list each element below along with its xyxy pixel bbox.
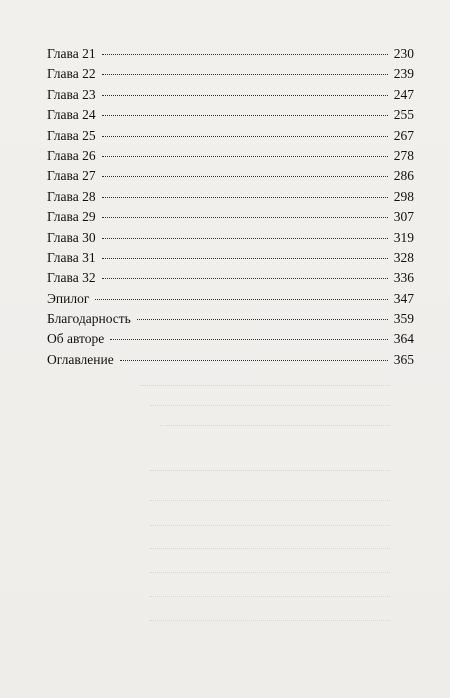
toc-entry-title: Глава 32 (47, 270, 96, 286)
toc-entry-title: Глава 30 (47, 229, 96, 245)
table-of-contents (47, 44, 414, 370)
toc-entry-page: 359 (393, 311, 414, 327)
toc-entry-page: 365 (393, 351, 414, 367)
toc-entry-title: Глава 26 (47, 147, 96, 163)
toc-entry (47, 166, 414, 186)
toc-entry (47, 64, 414, 84)
toc-entry-title: Глава 28 (47, 188, 96, 204)
toc-entry-title: Глава 21 (47, 46, 96, 61)
toc-dot-leader (102, 176, 388, 177)
toc-entry (47, 268, 414, 288)
toc-dot-leader (102, 156, 388, 157)
toc-entry-page: 319 (393, 229, 414, 245)
toc-entry-page: 278 (393, 147, 414, 163)
toc-entry-title: Глава 29 (47, 209, 96, 225)
toc-dot-leader (102, 95, 388, 96)
toc-entry-page: 286 (393, 168, 414, 184)
toc-entry (47, 228, 414, 248)
toc-entry-page: 247 (393, 86, 414, 102)
toc-entry (47, 207, 414, 227)
toc-entry (47, 350, 414, 370)
toc-entry-page: 307 (393, 209, 414, 225)
toc-dot-leader (102, 115, 388, 116)
toc-dot-leader (102, 258, 388, 259)
toc-dot-leader (102, 197, 388, 198)
toc-entry-title: Глава 25 (47, 127, 96, 143)
toc-entry (47, 248, 414, 268)
toc-entry (47, 44, 414, 64)
toc-entry-title: Благодарность (47, 311, 131, 327)
toc-entry (47, 289, 414, 309)
toc-entry-page: 336 (393, 270, 414, 286)
toc-entry (47, 126, 414, 146)
toc-dot-leader (102, 278, 388, 279)
toc-dot-leader (102, 74, 388, 75)
toc-entry (47, 105, 414, 125)
toc-entry-page: 267 (393, 127, 414, 143)
toc-entry-title: Глава 24 (47, 107, 96, 123)
toc-entry-title: Глава 22 (47, 66, 96, 82)
toc-entry (47, 309, 414, 329)
toc-entry-page: 328 (393, 249, 414, 265)
toc-entry-page: 239 (393, 66, 414, 82)
toc-entry-title: Глава 31 (47, 249, 96, 265)
toc-entry-page: 364 (393, 331, 414, 347)
toc-dot-leader (102, 136, 388, 137)
toc-entry-title: Об авторе (47, 331, 105, 347)
toc-dot-leader (102, 217, 388, 218)
toc-dot-leader (102, 238, 388, 239)
toc-entry-page: 230 (393, 46, 414, 61)
toc-dot-leader (102, 54, 388, 55)
toc-entry-title: Глава 27 (47, 168, 96, 184)
toc-entry-page: 298 (393, 188, 414, 204)
toc-dot-leader (110, 339, 388, 340)
toc-entry-title: Эпилог (47, 290, 90, 306)
toc-entry (47, 146, 414, 166)
toc-entry-title: Оглавление (47, 351, 114, 367)
toc-entry (47, 329, 414, 349)
toc-entry (47, 85, 414, 105)
toc-entry-page: 255 (393, 107, 414, 123)
toc-entry-title: Глава 23 (47, 86, 96, 102)
toc-dot-leader (137, 319, 388, 320)
toc-entry (47, 187, 414, 207)
toc-dot-leader (95, 299, 388, 300)
toc-entry-page: 347 (393, 290, 414, 306)
toc-dot-leader (120, 360, 388, 361)
